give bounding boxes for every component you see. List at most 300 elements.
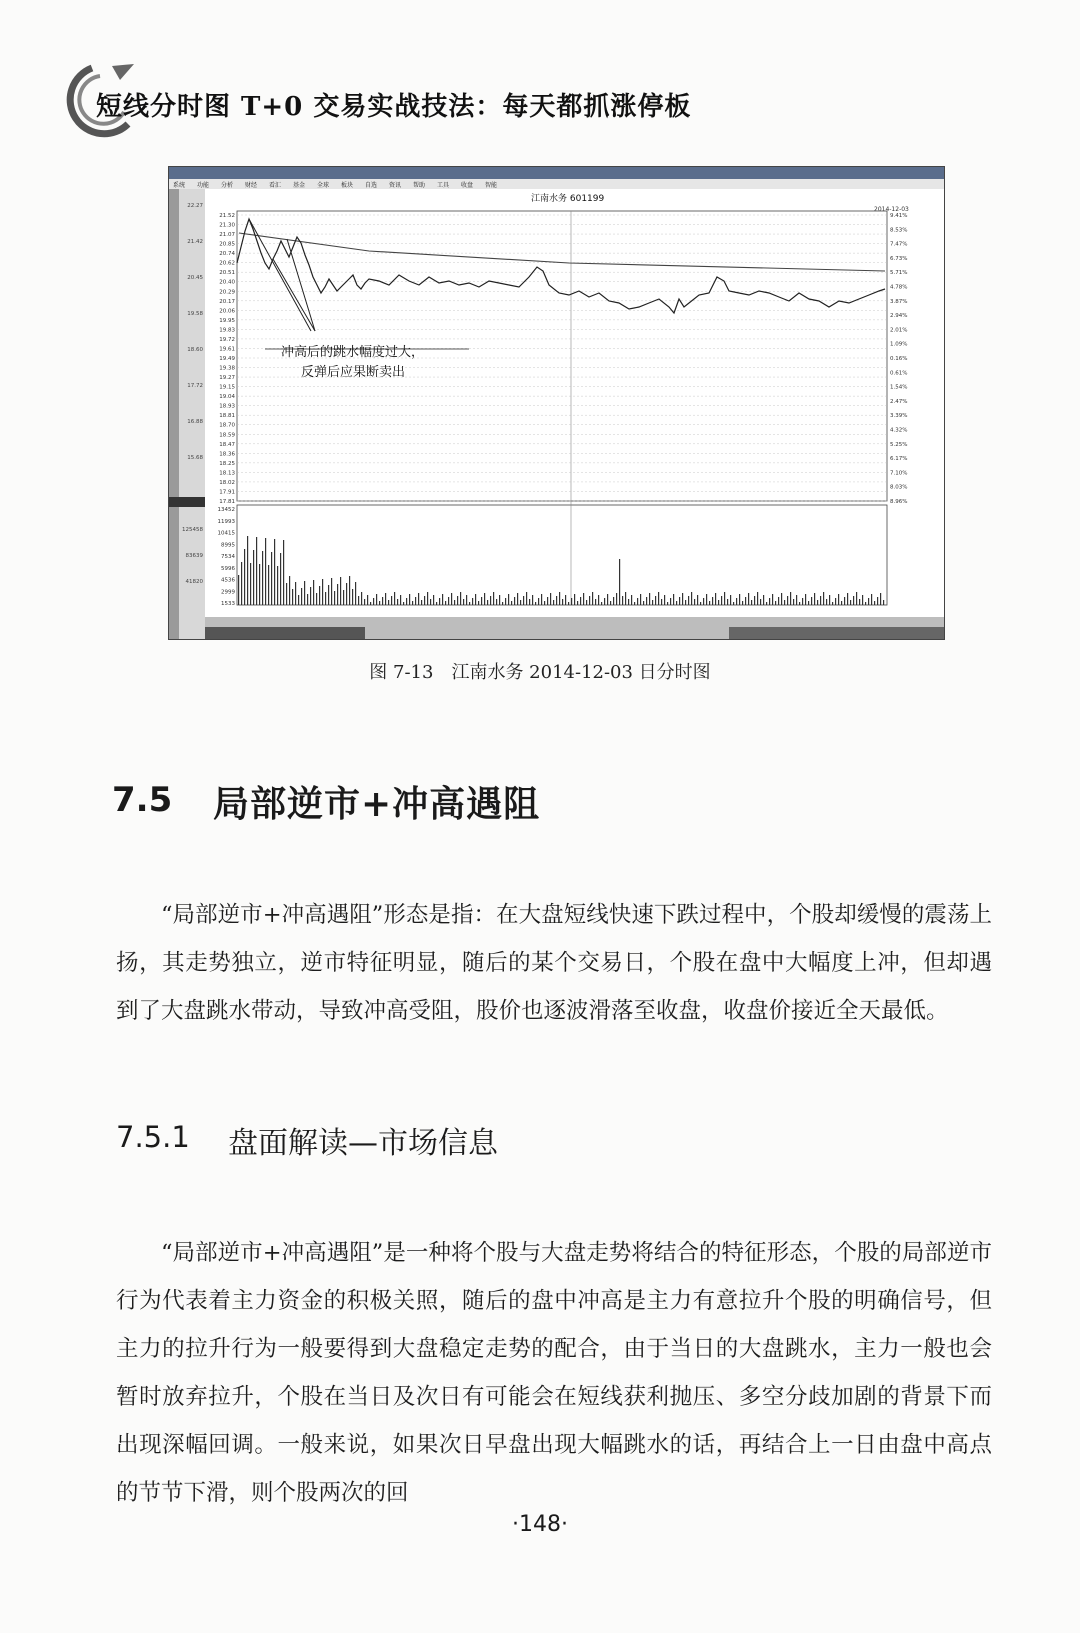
volume-bar <box>406 598 407 605</box>
volume-bar <box>253 550 254 605</box>
paragraph-1: “局部逆市+冲高遇阻”形态是指：在大盘短线快速下跌过程中，个股却缓慢的震荡上扬，其走势独立，逆市特征明显，随后的某个交易日，个股在盘中大幅度上冲，但却遇到了大盘跳水带动，导致冲高受阻，股价也逐波滑落至收盘，收盘价接近全天最低。 <box>116 901 992 1024</box>
volume-bar <box>523 596 524 605</box>
left-volume-label: 83639 <box>185 553 203 559</box>
pct-axis-label: 4.32% <box>890 427 908 434</box>
menu-item: 资讯 <box>389 182 402 189</box>
volume-bar <box>502 602 503 605</box>
volume-bar <box>787 596 788 605</box>
price-axis-label: 18.02 <box>219 479 235 486</box>
price-axis-label: 19.04 <box>219 394 235 401</box>
volume-bar <box>841 601 842 605</box>
volume-bar <box>304 581 305 605</box>
volume-axis-label: 5996 <box>221 565 235 572</box>
volume-bar <box>592 592 593 605</box>
volume-bar <box>853 596 854 605</box>
volume-bar <box>730 595 731 605</box>
volume-bar <box>454 600 455 605</box>
volume-bar <box>814 593 815 605</box>
volume-bar <box>709 601 710 605</box>
volume-bar <box>745 597 746 605</box>
volume-bar <box>637 598 638 605</box>
volume-bar <box>766 602 767 605</box>
volume-bar <box>319 586 320 605</box>
price-axis-label: 21.07 <box>219 232 235 239</box>
price-axis-label: 18.70 <box>219 422 235 429</box>
volume-bar <box>364 599 365 605</box>
volume-bar <box>259 564 260 605</box>
volume-bar <box>301 588 302 605</box>
volume-bar <box>721 596 722 605</box>
volume-bar <box>805 594 806 605</box>
menu-item: 帮助 <box>413 182 426 189</box>
volume-bar <box>529 599 530 605</box>
volume-bar <box>358 596 359 605</box>
price-axis-label: 20.85 <box>219 241 235 248</box>
volume-bar <box>772 594 773 605</box>
volume-bar <box>256 537 257 605</box>
pct-axis-label: 1.09% <box>890 341 908 348</box>
volume-bar <box>589 596 590 605</box>
pct-axis-label: 4.78% <box>890 284 908 291</box>
price-axis-label: 18.59 <box>219 432 235 439</box>
volume-bar <box>781 593 782 605</box>
volume-bar <box>292 589 293 605</box>
intraday-chart-image <box>169 167 944 639</box>
volume-bar <box>610 601 611 605</box>
menu-item: 工具 <box>437 182 450 189</box>
volume-bar <box>247 536 248 605</box>
price-axis-label: 19.95 <box>219 317 235 324</box>
volume-bar <box>361 592 362 605</box>
volume-bar <box>469 602 470 605</box>
volume-bar <box>334 591 335 605</box>
volume-bar <box>355 582 356 605</box>
volume-bar <box>631 595 632 605</box>
volume-axis-label: 1533 <box>221 601 235 607</box>
volume-bar <box>847 593 848 605</box>
volume-bar <box>373 598 374 605</box>
volume-bar <box>673 594 674 605</box>
volume-bar <box>625 592 626 605</box>
volume-bar <box>697 595 698 605</box>
volume-bar <box>778 597 779 605</box>
stock-title: 江南水务 601199 <box>531 194 605 204</box>
volume-bar <box>685 600 686 605</box>
price-axis-label: 20.51 <box>219 270 235 277</box>
volume-bar <box>646 597 647 605</box>
volume-bar <box>688 596 689 605</box>
volume-bar <box>877 597 878 605</box>
volume-bar <box>484 593 485 605</box>
intraday-chart-figure <box>168 166 945 640</box>
pct-axis-label: 8.03% <box>890 484 908 491</box>
price-axis-label: 18.25 <box>219 460 235 467</box>
volume-bar <box>664 595 665 605</box>
volume-bar <box>316 593 317 605</box>
volume-bar <box>430 599 431 605</box>
volume-bar <box>535 602 536 605</box>
volume-bar <box>313 580 314 605</box>
volume-bar <box>577 601 578 605</box>
volume-bar <box>808 601 809 605</box>
header-title: 短线分时图 T+0 交易实战技法：每天都抓涨停板 <box>96 92 692 122</box>
pct-axis-label: 8.96% <box>890 499 908 505</box>
volume-bar <box>271 552 272 605</box>
volume-axis-label: 7534 <box>221 554 235 560</box>
volume-axis-label: 8995 <box>221 542 235 549</box>
volume-bar <box>427 592 428 605</box>
volume-bar <box>409 594 410 605</box>
pct-axis-label: 0.16% <box>890 356 908 362</box>
pct-axis-label: 9.41% <box>890 213 908 219</box>
price-axis-label: 21.30 <box>219 222 235 229</box>
volume-bar <box>757 592 758 605</box>
volume-bar <box>517 593 518 605</box>
volume-bar <box>283 540 284 605</box>
volume-bar <box>661 599 662 605</box>
volume-bar <box>715 593 716 605</box>
volume-bar <box>568 602 569 605</box>
price-axis-label: 18.93 <box>219 403 235 410</box>
volume-bar <box>691 592 692 605</box>
volume-bar <box>559 592 560 605</box>
volume-bar <box>850 600 851 605</box>
pct-axis-label: 2.94% <box>890 313 908 320</box>
volume-bar <box>835 598 836 605</box>
volume-bar <box>796 595 797 605</box>
volume-bar <box>712 597 713 605</box>
volume-bar <box>418 593 419 605</box>
volume-bar <box>832 602 833 605</box>
left-price-label: 20.45 <box>187 275 203 281</box>
volume-bar <box>811 597 812 605</box>
volume-bar <box>571 598 572 605</box>
menu-item: 收盘 <box>461 182 474 189</box>
price-axis-label: 20.74 <box>219 251 235 258</box>
volume-bar <box>643 601 644 605</box>
volume-bar <box>367 595 368 605</box>
volume-bar <box>457 596 458 605</box>
volume-bar <box>400 595 401 605</box>
price-axis-label: 19.49 <box>219 356 235 362</box>
volume-bar <box>238 575 239 605</box>
volume-bar <box>574 594 575 605</box>
volume-bar <box>748 593 749 605</box>
left-price-label: 16.88 <box>187 419 203 425</box>
volume-bar <box>403 602 404 605</box>
volume-bar <box>382 597 383 605</box>
volume-bar <box>823 592 824 605</box>
price-axis-label: 19.27 <box>219 375 235 382</box>
pct-axis-label: 6.17% <box>890 456 908 463</box>
menu-item: 全球 <box>317 182 330 189</box>
volume-bar <box>844 597 845 605</box>
volume-bar <box>640 594 641 605</box>
volume-bar <box>385 593 386 605</box>
volume-bar <box>274 539 275 605</box>
volume-bar <box>550 593 551 605</box>
volume-bar <box>307 594 308 605</box>
volume-bar <box>547 597 548 605</box>
volume-bar <box>655 596 656 605</box>
volume-bar <box>739 594 740 605</box>
volume-bar <box>289 576 290 605</box>
volume-bar <box>820 596 821 605</box>
volume-bar <box>679 597 680 605</box>
pct-axis-label: 3.39% <box>890 413 908 420</box>
volume-bar <box>598 595 599 605</box>
volume-bar <box>700 602 701 605</box>
subsection-number: 7.5.1 <box>116 1120 190 1154</box>
volume-bar <box>859 599 860 605</box>
volume-bar <box>295 582 296 605</box>
volume-bar <box>244 549 245 605</box>
volume-bar <box>538 598 539 605</box>
volume-bar <box>490 596 491 605</box>
volume-bar <box>658 592 659 605</box>
pct-axis-label: 5.71% <box>890 270 908 277</box>
volume-bar <box>742 601 743 605</box>
price-axis-label: 20.17 <box>219 298 235 305</box>
volume-bar <box>451 593 452 605</box>
volume-bar <box>439 598 440 605</box>
left-price-label: 19.58 <box>187 311 203 317</box>
volume-bar <box>703 598 704 605</box>
volume-bar <box>883 600 884 605</box>
volume-bar <box>580 597 581 605</box>
pct-axis-label: 1.54% <box>890 384 908 391</box>
volume-bar <box>412 601 413 605</box>
volume-bar <box>505 598 506 605</box>
volume-bar <box>499 595 500 605</box>
volume-bar <box>856 592 857 605</box>
volume-bar <box>595 599 596 605</box>
volume-bar <box>487 600 488 605</box>
volume-bar <box>763 595 764 605</box>
volume-bar <box>346 583 347 605</box>
volume-bar <box>826 599 827 605</box>
volume-bar <box>511 601 512 605</box>
volume-bar <box>583 593 584 605</box>
pct-axis-label: 8.53% <box>890 227 908 234</box>
volume-bar <box>265 538 266 605</box>
pct-axis-label: 6.73% <box>890 255 908 262</box>
volume-bar <box>520 600 521 605</box>
left-volume-label: 125458 <box>182 527 203 533</box>
volume-bar <box>352 589 353 605</box>
volume-axis-label: 10415 <box>217 530 235 537</box>
volume-bar <box>433 595 434 605</box>
volume-bar <box>442 594 443 605</box>
price-axis-label: 20.29 <box>219 289 235 296</box>
volume-bar <box>280 553 281 605</box>
volume-bar <box>601 602 602 605</box>
volume-bar <box>514 597 515 605</box>
volume-bar <box>682 593 683 605</box>
volume-bar <box>865 602 866 605</box>
volume-bar <box>727 599 728 605</box>
volume-bar <box>553 600 554 605</box>
volume-bar <box>448 597 449 605</box>
volume-bar <box>751 600 752 605</box>
menu-item: 财经 <box>245 182 258 189</box>
pct-axis-label: 7.10% <box>890 470 908 477</box>
pct-axis-label: 0.61% <box>890 370 908 377</box>
price-axis-label: 20.62 <box>219 260 235 267</box>
left-price-label: 22.27 <box>187 203 203 209</box>
volume-bar <box>556 596 557 605</box>
volume-bar <box>544 601 545 605</box>
price-axis-label: 19.15 <box>219 384 235 391</box>
volume-bar <box>337 584 338 605</box>
volume-bar <box>460 592 461 605</box>
menu-item: 自选 <box>365 182 378 189</box>
volume-bar <box>586 600 587 605</box>
volume-bar <box>376 594 377 605</box>
volume-bar <box>616 593 617 605</box>
menu-item: 板块 <box>341 182 354 189</box>
volume-bar <box>871 594 872 605</box>
volume-bar <box>562 599 563 605</box>
volume-bar <box>394 592 395 605</box>
figure-caption: 图 7-13 江南水务 2014-12-03 日分时图 <box>369 662 711 683</box>
volume-bar <box>241 562 242 605</box>
chart-annotation-line1: 冲高后的跳水幅度过大， <box>281 345 425 360</box>
volume-bar <box>790 592 791 605</box>
running-header <box>62 62 762 142</box>
pct-axis-label: 2.01% <box>890 327 908 334</box>
volume-bar <box>652 600 653 605</box>
volume-bar <box>262 551 263 605</box>
volume-bar <box>478 601 479 605</box>
volume-bar <box>880 593 881 605</box>
volume-bar <box>391 596 392 605</box>
volume-bar <box>775 601 776 605</box>
price-axis-label: 20.40 <box>219 279 235 286</box>
volume-bar <box>481 597 482 605</box>
volume-bar <box>331 578 332 605</box>
volume-bar <box>694 599 695 605</box>
price-axis-label: 17.91 <box>219 489 235 496</box>
pct-axis-label: 7.47% <box>890 241 908 248</box>
page-number: ·148· <box>512 1512 568 1537</box>
volume-bar <box>769 598 770 605</box>
volume-bar <box>298 595 299 605</box>
volume-bar <box>619 559 620 605</box>
volume-bar <box>310 587 311 605</box>
left-price-label: 17.72 <box>187 383 203 389</box>
price-axis-label: 18.81 <box>219 413 235 420</box>
volume-bar <box>676 601 677 605</box>
volume-bar <box>322 579 323 605</box>
volume-bar <box>286 583 287 605</box>
volume-axis-label: 4536 <box>221 577 235 584</box>
price-axis-label: 18.13 <box>219 470 235 477</box>
section-title: 局部逆市+冲高遇阻 <box>213 783 541 825</box>
volume-bar <box>349 576 350 605</box>
volume-bar <box>466 595 467 605</box>
volume-bar <box>799 602 800 605</box>
volume-bar <box>496 599 497 605</box>
volume-bar <box>706 594 707 605</box>
pct-axis-label: 2.47% <box>890 398 908 405</box>
volume-bar <box>472 598 473 605</box>
volume-bar <box>649 593 650 605</box>
volume-bar <box>424 596 425 605</box>
volume-bar <box>436 602 437 605</box>
volume-bar <box>733 602 734 605</box>
price-axis-label: 19.72 <box>219 336 235 343</box>
volume-bar <box>532 595 533 605</box>
menu-item: 系统 <box>173 182 186 189</box>
volume-bar <box>868 598 869 605</box>
volume-bar <box>793 599 794 605</box>
volume-bar <box>463 599 464 605</box>
left-price-label: 18.60 <box>187 347 203 353</box>
volume-bar <box>325 592 326 605</box>
left-price-label: 15.68 <box>187 455 203 461</box>
volume-bar <box>343 590 344 605</box>
price-axis-label: 19.83 <box>219 327 235 334</box>
volume-bar <box>829 595 830 605</box>
left-price-label: 21.42 <box>187 239 203 245</box>
volume-bar <box>817 600 818 605</box>
volume-bar <box>493 592 494 605</box>
volume-bar <box>802 598 803 605</box>
price-axis-label: 21.52 <box>219 213 235 219</box>
volume-bar <box>565 595 566 605</box>
volume-bar <box>874 601 875 605</box>
chart-annotation-line2: 反弹后应果断卖出 <box>301 365 406 380</box>
menu-item: 智能 <box>485 182 498 189</box>
volume-bar <box>526 592 527 605</box>
volume-bar <box>541 594 542 605</box>
paragraph-2: “局部逆市+冲高遇阻”是一种将个股与大盘走势将结合的特征形态，个股的局部逆市行为代表着主力资金的积极关照，随后的盘中冲高是主力有意拉升个股的明确信号，但主力的拉升行为一般要得到大盘稳定走势的配合，由于当日的大盘跳水，主力一般也会暂时放弃拉升，个股在当日及次日有可能会在短线获利抛压、多空分歧加剧的背景下而出现深幅回调。一般来说，如果次日早盘出现大幅跳水的话，再结合上一日由盘中高点的节节下滑，则个股两次的回 <box>116 1239 992 1506</box>
volume-bar <box>604 598 605 605</box>
volume-bar <box>508 594 509 605</box>
volume-bar <box>397 599 398 605</box>
volume-axis-label: 11993 <box>217 518 235 525</box>
section-number: 7.5 <box>112 780 173 820</box>
volume-bar <box>415 597 416 605</box>
volume-bar <box>736 598 737 605</box>
volume-bar <box>421 600 422 605</box>
volume-bar <box>862 595 863 605</box>
volume-bar <box>388 600 389 605</box>
volume-bar <box>607 594 608 605</box>
left-volume-label: 41820 <box>185 579 203 585</box>
volume-bar <box>784 600 785 605</box>
volume-bar <box>613 597 614 605</box>
menu-item: 功能 <box>197 182 210 189</box>
price-axis-label: 19.61 <box>219 346 235 353</box>
volume-bar <box>370 602 371 605</box>
volume-bar <box>718 600 719 605</box>
volume-bar <box>379 601 380 605</box>
price-axis-label: 18.36 <box>219 451 235 458</box>
price-axis-label: 17.81 <box>219 499 235 505</box>
subsection-title: 盘面解读—市场信息 <box>228 1126 498 1161</box>
volume-bar <box>838 594 839 605</box>
volume-bar <box>754 596 755 605</box>
price-axis-label: 18.47 <box>219 441 235 448</box>
pct-axis-label: 3.87% <box>890 298 908 305</box>
price-axis-label: 20.06 <box>219 308 235 315</box>
volume-bar <box>724 592 725 605</box>
volume-bar <box>667 602 668 605</box>
volume-bar <box>622 596 623 605</box>
volume-bar <box>634 602 635 605</box>
